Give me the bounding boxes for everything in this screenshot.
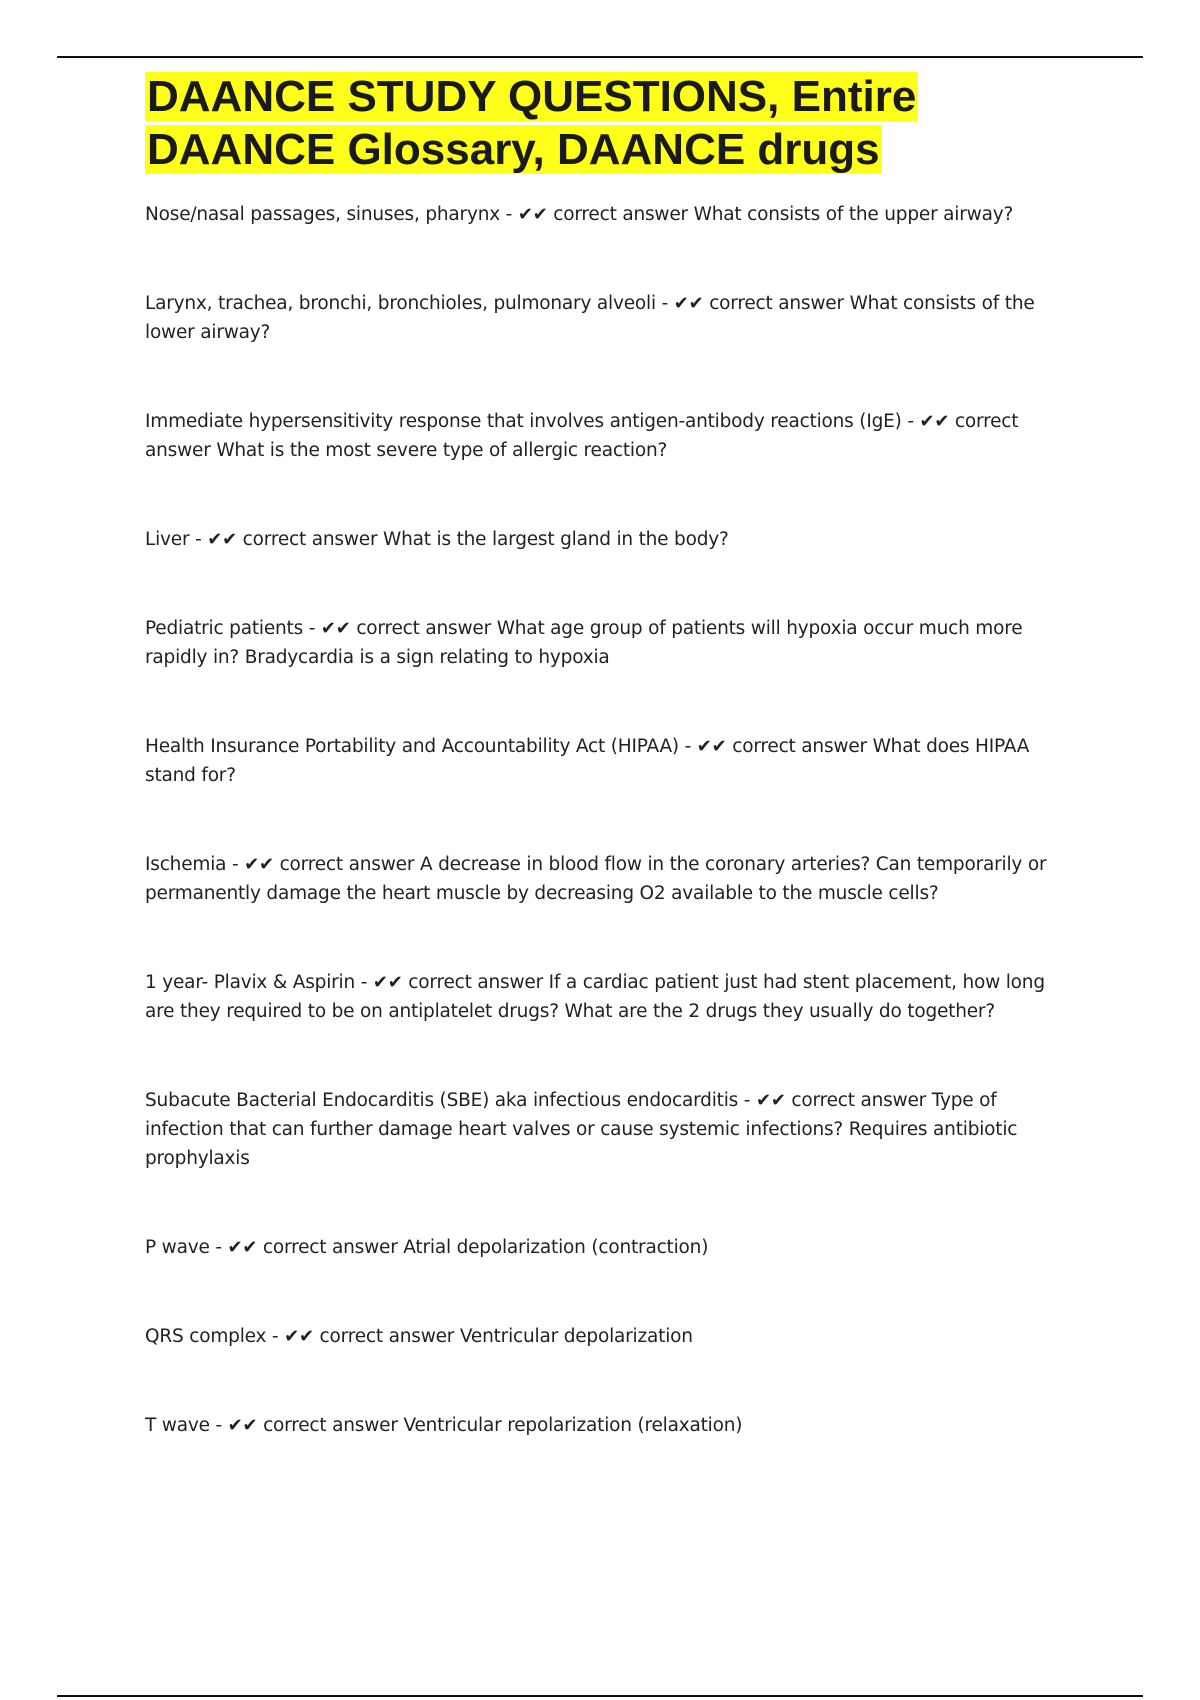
qa-item (145, 1086, 1065, 1173)
qa-separator: - (738, 1090, 756, 1111)
qa-item (145, 407, 1065, 465)
qa-item (145, 1411, 1065, 1440)
qa-item (145, 850, 1065, 908)
qa-question: What consists of the lower airway? (145, 293, 1035, 343)
qa-separator: - (901, 411, 920, 432)
qa-item (145, 200, 1065, 229)
qa-answer: Pediatric patients (145, 618, 304, 639)
check-mark-icon: ✔✔ (696, 736, 727, 757)
qa-answer: Liver (145, 529, 190, 550)
qa-answer: Ischemia (145, 854, 227, 875)
document-body (145, 70, 1065, 1500)
check-mark-icon: ✔✔ (284, 1326, 314, 1347)
qa-item (145, 525, 1065, 554)
qa-item (145, 732, 1065, 790)
qa-separator: - (189, 529, 208, 550)
qa-separator: - (303, 618, 321, 639)
qa-answer-prefix: correct answer (257, 1237, 404, 1258)
qa-answer-prefix: correct answer (726, 736, 873, 757)
qa-question: What does HIPAA stand for? (145, 736, 1030, 786)
qa-item (145, 1322, 1065, 1351)
qa-list (145, 200, 1065, 1440)
check-mark-icon: ✔✔ (919, 411, 950, 432)
qa-question: Type of infection that can further damage heart valves or cause systemic infections? Requires antibiotic prophylaxis (145, 1090, 1018, 1169)
qa-answer: Subacute Bacterial Endocarditis (SBE) aka infectious endocarditis (145, 1090, 739, 1111)
qa-item (145, 614, 1065, 672)
qa-answer-prefix: correct answer (703, 293, 850, 314)
qa-answer-prefix: correct answer (313, 1326, 460, 1347)
qa-item (145, 968, 1065, 1026)
check-mark-icon: ✔✔ (755, 1090, 786, 1111)
qa-question: Atrial depolarization (contraction) (403, 1237, 709, 1258)
check-mark-icon: ✔✔ (227, 1237, 258, 1258)
qa-separator: - (266, 1326, 285, 1347)
check-mark-icon: ✔✔ (372, 972, 403, 993)
qa-question: Ventricular depolarization (459, 1326, 693, 1347)
qa-question: What is the largest gland in the body? (383, 529, 729, 550)
bottom-divider (57, 1695, 1143, 1697)
qa-answer: Larynx, trachea, bronchi, bronchioles, pulmonary alveoli (145, 293, 656, 314)
qa-answer-prefix: correct answer (273, 854, 420, 875)
qa-item (145, 1233, 1065, 1262)
qa-answer: T wave (145, 1415, 210, 1436)
qa-answer: Nose/nasal passages, sinuses, pharynx (145, 204, 500, 225)
check-mark-icon: ✔✔ (517, 204, 548, 225)
qa-question: What consists of the upper airway? (693, 204, 1014, 225)
qa-answer-prefix: correct answer (145, 411, 1019, 461)
qa-question: If a cardiac patient just had stent placement, how long are they required to be on antiplatelet drugs? What are the 2 drugs they usually do together? (145, 972, 1045, 1022)
qa-separator: - (655, 293, 674, 314)
qa-question: Ventricular repolarization (relaxation) (403, 1415, 743, 1436)
check-mark-icon: ✔✔ (320, 618, 351, 639)
check-mark-icon: ✔✔ (207, 529, 237, 550)
qa-answer: Immediate hypersensitivity response that involves antigen-antibody reactions (IgE) (145, 411, 902, 432)
qa-separator: - (678, 736, 697, 757)
qa-answer-prefix: correct answer (547, 204, 694, 225)
qa-question: What age group of patients will hypoxia occur much more rapidly in? Bradycardia is a sign relating to hypoxia (145, 618, 1023, 668)
qa-question: What is the most severe type of allergic reaction? (216, 440, 668, 461)
qa-answer-prefix: correct answer (350, 618, 497, 639)
check-mark-icon: ✔✔ (227, 1415, 258, 1436)
page-title (145, 70, 1065, 176)
qa-question: A decrease in blood flow in the coronary arteries? Can temporarily or permanently damage the heart muscle by decreasing O2 available to the muscle cells? (145, 854, 1047, 904)
qa-answer: P wave (145, 1237, 210, 1258)
qa-answer-prefix: correct answer (402, 972, 549, 993)
check-mark-icon: ✔✔ (673, 293, 704, 314)
qa-answer: QRS complex (145, 1326, 267, 1347)
qa-answer: 1 year- Plavix & Aspirin (145, 972, 356, 993)
qa-separator: - (499, 204, 518, 225)
qa-answer-prefix: correct answer (785, 1090, 932, 1111)
qa-separator: - (209, 1415, 228, 1436)
page-title-text: DAANCE STUDY QUESTIONS, Entire DAANCE Glossary, DAANCE drugs (147, 72, 917, 174)
qa-separator: - (209, 1237, 228, 1258)
top-divider (57, 56, 1143, 58)
qa-item (145, 289, 1065, 347)
qa-separator: - (226, 854, 245, 875)
qa-answer-prefix: correct answer (237, 529, 384, 550)
qa-answer-prefix: correct answer (257, 1415, 404, 1436)
check-mark-icon: ✔✔ (244, 854, 274, 875)
qa-answer: Health Insurance Portability and Accountability Act (HIPAA) (145, 736, 679, 757)
qa-separator: - (355, 972, 373, 993)
